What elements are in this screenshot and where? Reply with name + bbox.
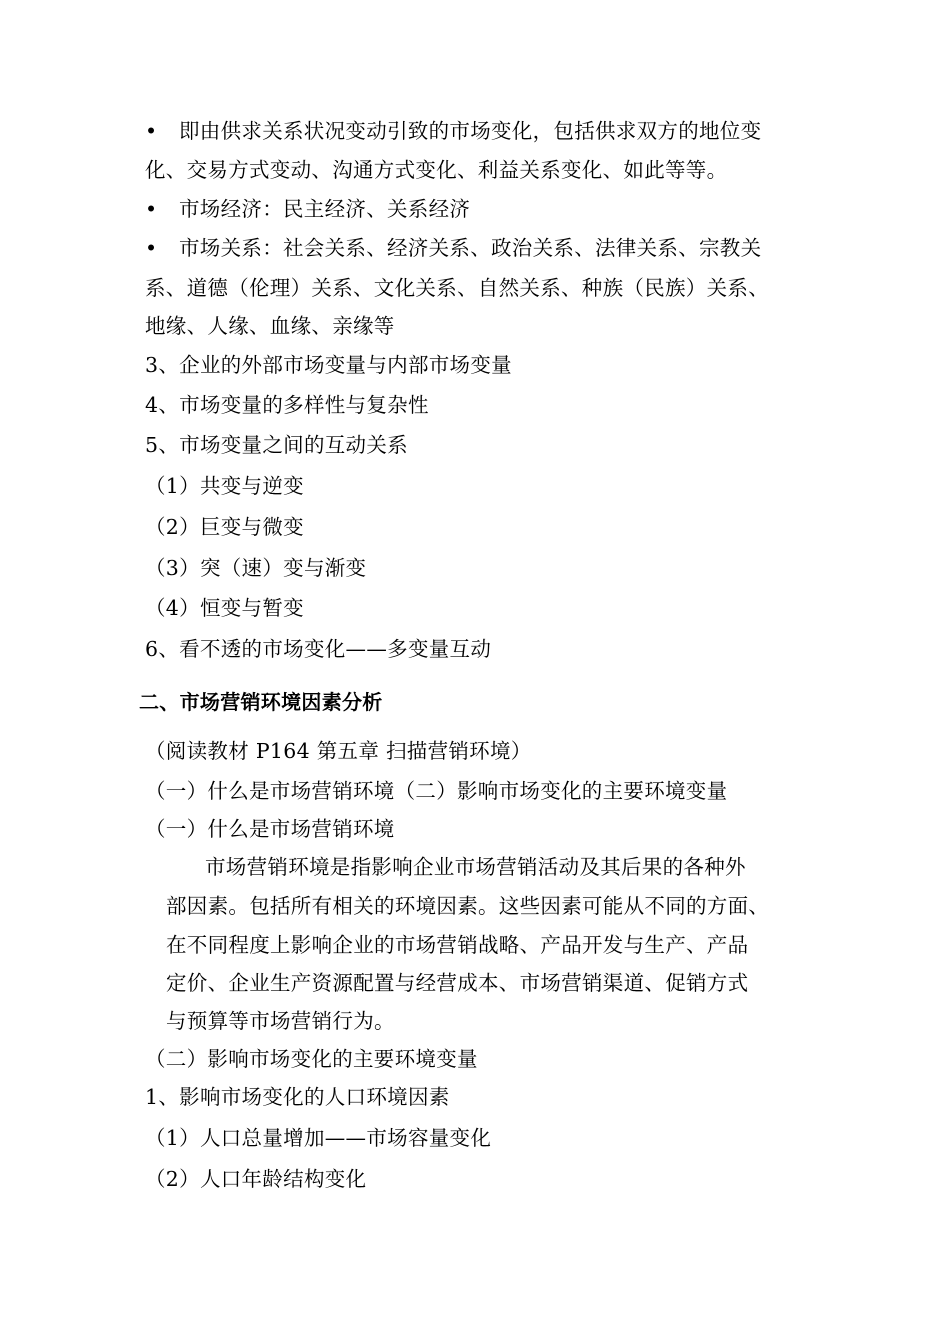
text-line-11: （2）巨变与微变: [145, 515, 304, 539]
text-line-17: （一）什么是市场营销环境（二）影响市场变化的主要环境变量: [145, 779, 728, 803]
text-line-14: 6、看不透的市场变化——多变量互动: [145, 637, 492, 661]
text-line-13: （4）恒变与暂变: [145, 596, 304, 620]
text-line-8: 4、市场变量的多样性与复杂性: [145, 393, 429, 417]
text-line-6: 地缘、人缘、血缘、亲缘等: [145, 314, 395, 338]
text-line-7: 3、企业的外部市场变量与内部市场变量: [145, 353, 512, 377]
paragraph-line-3: 在不同程度上影响企业的市场营销战略、产品开发与生产、产品: [166, 933, 749, 957]
paragraph-line-2: 部因素。包括所有相关的环境因素。这些因素可能从不同的方面、: [166, 894, 770, 918]
text-line-12: （3）突（速）变与渐变: [145, 556, 367, 580]
text-line-9: 5、市场变量之间的互动关系: [145, 433, 408, 457]
text-line-26: （1）人口总量增加——市场容量变化: [145, 1126, 492, 1150]
bullet-line-4: [145, 234, 761, 262]
paragraph-line-4: 定价、企业生产资源配置与经营成本、市场营销渠道、促销方式: [166, 971, 749, 995]
text-line-25: 1、影响市场变化的人口环境因素: [145, 1085, 450, 1109]
line-text: 即由供求关系状况变动引致的市场变化，包括供求双方的地位变: [179, 119, 762, 143]
text-line-2: 化、交易方式变动、沟通方式变化、利益关系变化、如此等等。: [145, 158, 728, 182]
text-line-16: （阅读教材 P164 第五章 扫描营销环境）: [145, 739, 532, 763]
text-line-10: （1）共变与逆变: [145, 474, 304, 498]
line-text: 市场关系：社会关系、经济关系、政治关系、法律关系、宗教关: [179, 236, 762, 260]
bullet-symbol: •: [145, 119, 158, 143]
bullet-symbol: •: [145, 236, 158, 260]
bullet-symbol: •: [145, 197, 158, 221]
text-line-27: （2）人口年龄结构变化: [145, 1167, 367, 1191]
section-heading: 二、市场营销环境因素分析: [139, 690, 383, 714]
line-text: 市场经济：民主经济、关系经济: [179, 197, 471, 221]
bullet-line-3: [145, 195, 470, 223]
text-line-24: （二）影响市场变化的主要环境变量: [145, 1047, 478, 1071]
text-line-5: 系、道德（伦理）关系、文化关系、自然关系、种族（民族）关系、: [145, 276, 769, 300]
bullet-line-1: [145, 117, 761, 145]
paragraph-line-1: 市场营销环境是指影响企业市场营销活动及其后果的各种外: [205, 855, 746, 879]
text-line-18: （一）什么是市场营销环境: [145, 817, 395, 841]
paragraph-line-5: 与预算等市场营销行为。: [166, 1009, 395, 1033]
